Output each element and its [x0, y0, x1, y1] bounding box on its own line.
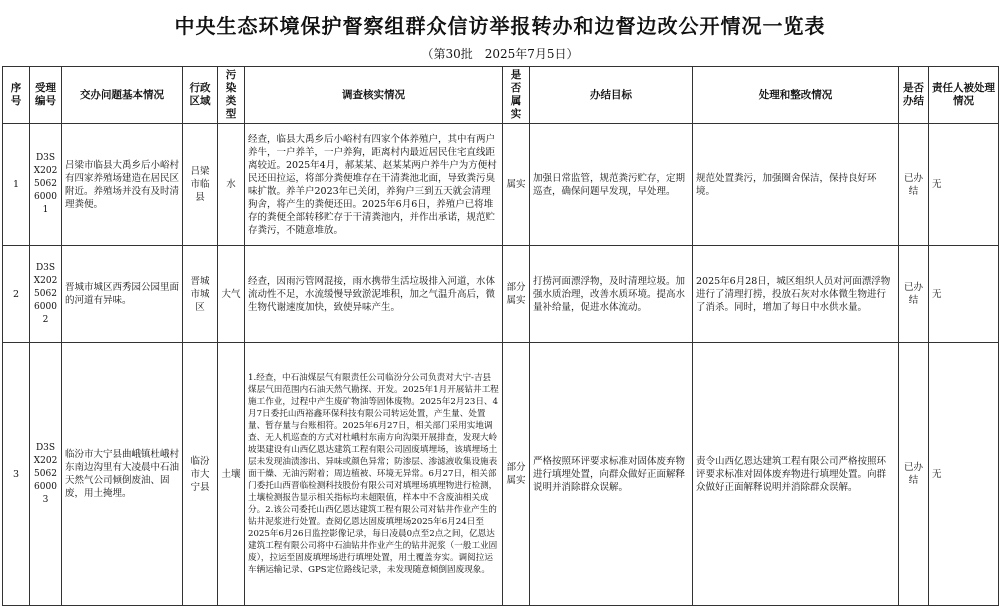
handling-text: 规范处置粪污，加强圈舍保洁，保持良好环境。 [693, 124, 899, 246]
investigation-text: 经查，因雨污管网混接，雨水携带生活垃圾排入河道，水体流动性不足，水流缓慢导致淤泥堆积，加之气温升高后，微生物代谢速度加快，致使异味产生。 [245, 246, 503, 343]
completion-status: 已办结 [899, 246, 929, 343]
goal-text: 加强日常监管，规范粪污贮存，定期巡查，确保问题早发现，早处理。 [530, 124, 693, 246]
header-cell: 是否属实 [503, 67, 530, 124]
header-cell: 处理和整改情况 [693, 67, 899, 124]
disclosure-table [2, 66, 999, 606]
header-cell: 序号 [3, 67, 30, 124]
verified-status: 部分属实 [503, 343, 530, 606]
punishment-text: 无 [929, 246, 999, 343]
table-row [3, 343, 999, 606]
case-id: D3SX202506260002 [30, 246, 62, 343]
table-header-row [3, 67, 999, 124]
pollution-type: 水 [218, 124, 245, 246]
region: 临汾市大宁县 [183, 343, 218, 606]
table-row [3, 246, 999, 343]
header-cell: 是否办结 [899, 67, 929, 124]
header-cell: 调查核实情况 [245, 67, 503, 124]
row-number: 2 [3, 246, 30, 343]
punishment-text: 无 [929, 124, 999, 246]
header-cell: 受理编号 [30, 67, 62, 124]
investigation-text: 经查，临县大禹乡后小峪村有四家个体养殖户，其中有两户养牛，一户养羊，一户养狗，距离村内最近居民住宅直线距离较近。2025年4月，郝某某、赵某某两户养牛户为方便村民还田拉运，将部分粪便堆存在干清粪池北面，导致粪污臭味扩散。养羊户2023年已关闭，养狗户三到五天就会清理狗舍，将产生的粪便还田。2025年6月6日，养殖户已将堆存的粪便全部转移贮存于干清粪池内，并作出承诺，规范贮存粪污，不随意堆放。 [245, 124, 503, 246]
page-title: 中央生态环境保护督察组群众信访举报转办和边督边改公开情况一览表 [174, 14, 826, 38]
header-cell: 办结目标 [530, 67, 693, 124]
table-row [3, 124, 999, 246]
punishment-text: 无 [929, 343, 999, 606]
pollution-type: 大气 [218, 246, 245, 343]
header-cell: 交办问题基本情况 [62, 67, 183, 124]
issue-text: 吕梁市临县大禹乡后小峪村有四家养殖场建造在居民区附近。养殖场并没有及时清理粪便。 [62, 124, 183, 246]
case-id: D3SX202506260001 [30, 124, 62, 246]
verified-status: 属实 [503, 124, 530, 246]
region: 吕梁市临县 [183, 124, 218, 246]
pollution-type: 土壤 [218, 343, 245, 606]
goal-text: 打捞河面漂浮物，及时清理垃圾。加强水质治理，改善水质环境。提高水量补给量，促进水体流动。 [530, 246, 693, 343]
investigation-text: 1.经查，中石油煤层气有限责任公司临汾分公司负责对大宁-吉县煤层气田范围内石油天然气勘探、开发。2025年1月开展钻井工程施工作业，过程中产生废矿物油等固体废物。2025年2月23日、4月7日委托山西裕鑫环保科技有限公司转运处置，产生量、处置量、暂存量与台账相符。2025年6月27日，相关部门采用实地调查、无人机巡查的方式对杜峨村东南方向沟渠开展排查，发现大岭坡渠建设有山西亿恩达建筑工程有限公司固废填埋场，该填埋场土层未发现油渍渗出、异味或颜色异常；防渗层、渗滤液收集设施表面干燥、无油污附着；周边植被、环境无异常。6月27日，相关部门委托山西晋临检测科技股份有限公司对填埋场填埋物进行检测，土壤检测报告显示相关指标均未超限值，样本中不含废油相关成分。2.该公司委托山西亿恩达建筑工程有限公司对钻井作业产生的钻井泥浆进行处置。查阅亿恩达固废填埋场2025年6月24日至2025年6月26日监控影像记录，每日凌晨0点至2点之间，亿恩达建筑工程有限公司将中石油钻井作业产生的钻井泥浆（一般工业固废），拉运至固废填埋场进行填埋处置，用土覆盖夯实。调阅拉运车辆运输记录、GPS定位路线记录，未发现随意倾倒固废现象。 [245, 343, 503, 606]
row-number: 1 [3, 124, 30, 246]
page-subtitle: （第30批 2025年7月5日） [421, 47, 579, 61]
region: 晋城市城区 [183, 246, 218, 343]
verified-status: 部分属实 [503, 246, 530, 343]
goal-text: 严格按照环评要求标准对固体废弃物进行填埋处置，向群众做好正面解释说明并消除群众误解。 [530, 343, 693, 606]
issue-text: 临汾市大宁县曲峨镇杜峨村东南边沟里有大凌晨中石油天然气公司倾倒废油、固废，用土掩埋。 [62, 343, 183, 606]
case-id: D3SX202506260003 [30, 343, 62, 606]
completion-status: 已办结 [899, 124, 929, 246]
completion-status: 已办结 [899, 343, 929, 606]
header-cell: 行政区域 [183, 67, 218, 124]
header-cell: 污染类型 [218, 67, 245, 124]
handling-text: 责令山西亿恩达建筑工程有限公司严格按照环评要求标准对固体废弃物进行填埋处置。向群众做好正面解释说明并消除群众误解。 [693, 343, 899, 606]
handling-text: 2025年6月28日，城区组织人员对河面漂浮物进行了清理打捞，投放石灰对水体微生物进行了消杀。同时，增加了每日中水供水量。 [693, 246, 899, 343]
row-number: 3 [3, 343, 30, 606]
header-cell: 责任人被处理情况 [929, 67, 999, 124]
issue-text: 晋城市城区西秀园公园里面的河道有异味。 [62, 246, 183, 343]
